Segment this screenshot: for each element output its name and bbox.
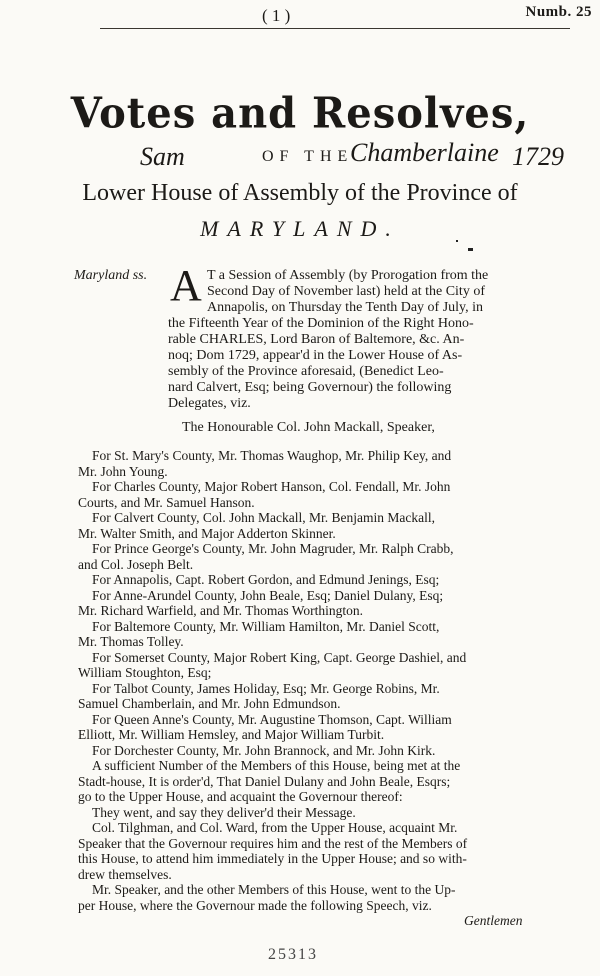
body-line: per House, where the Governour made the following Speech, viz.	[78, 897, 432, 913]
speaker-line: The Honourable Col. John Mackall, Speaker,	[182, 420, 435, 435]
body-line: Stadt-house, It is order'd, That Daniel Dulany and John Beale, Esqrs;	[78, 773, 451, 789]
ink-spot	[456, 240, 458, 242]
handwritten-annotation-name: Chamberlaine	[350, 138, 499, 167]
handwritten-annotation-year: 1729	[512, 142, 564, 171]
header-rule	[100, 28, 570, 29]
intro-line: sembly of the Province aforesaid, (Benedict Leo-	[168, 364, 444, 379]
body-line: Col. Tilghman, and Col. Ward, from the Upper House, acquaint Mr.	[92, 820, 458, 835]
body-line: For Anne-Arundel County, John Beale, Esq; Daniel Dulany, Esq;	[92, 587, 444, 603]
intro-line: Delegates, viz.	[168, 396, 251, 411]
body-line: For Baltemore County, Mr. William Hamilton, Mr. Daniel Scott,	[92, 618, 440, 634]
body-line: They went, and say they deliver'd their Message.	[92, 804, 356, 820]
catchword: Gentlemen	[464, 913, 523, 928]
body-line: For Calvert County, Col. John Mackall, Mr. Benjamin Mackall,	[92, 510, 435, 525]
house-heading: Lower House of Assembly of the Province of	[82, 180, 518, 206]
body-line: For Prince George's County, Mr. John Magruder, Mr. Ralph Crabb,	[92, 541, 454, 556]
archive-stamp: 25313	[268, 946, 318, 963]
body-line: Mr. Richard Warfield, and Mr. Thomas Worthington.	[78, 603, 364, 618]
body-line: For Queen Anne's County, Mr. Augustine Thomson, Capt. William	[92, 711, 452, 727]
body-line: Courts, and Mr. Samuel Hanson.	[78, 494, 255, 510]
province-heading: MARYLAND.	[200, 216, 400, 241]
body-line: Speaker that the Governour requires him and the rest of the Members of	[78, 835, 468, 851]
body-line: A sufficient Number of the Members of this House, being met at the	[92, 758, 461, 773]
body-line: go to the Upper House, and acquaint the Governour thereof:	[78, 789, 403, 804]
intro-line: noq; Dom 1729, appear'd in the Lower House of As-	[168, 348, 463, 363]
intro-line: Second Day of November last) held at the City of	[207, 284, 485, 299]
of-the-text: OF THE	[262, 148, 354, 165]
intro-line: the Fifteenth Year of the Dominion of the Right Hono-	[168, 316, 474, 331]
drop-cap: A	[170, 261, 202, 310]
handwritten-annotation-left: Sam	[140, 142, 185, 171]
intro-line: nard Calvert, Esq; being Governour) the following	[168, 380, 452, 395]
page-header	[0, 0, 600, 28]
body-line: For St. Mary's County, Mr. Thomas Waughop, Mr. Philip Key, and	[92, 448, 452, 463]
intro-line: Annapolis, on Thursday the Tenth Day of July, in	[207, 300, 484, 315]
number-label: Numb. 25	[525, 4, 592, 20]
margin-reference: Maryland ss.	[74, 268, 148, 283]
body-line: For Talbot County, James Holiday, Esq; Mr. George Robins, Mr.	[92, 680, 440, 696]
page-number: ( 1 )	[262, 6, 291, 25]
body-line: Samuel Chamberlain, and Mr. John Edmundson.	[78, 696, 341, 711]
body-line: William Stoughton, Esq;	[78, 665, 212, 680]
body-line: For Somerset County, Major Robert King, Capt. George Dashiel, and	[92, 649, 467, 665]
body-line: drew themselves.	[78, 866, 172, 882]
body-line: and Col. Joseph Belt.	[78, 556, 194, 572]
ink-spot	[468, 248, 473, 251]
body-line: Mr. Speaker, and the other Members of this House, went to the Up-	[92, 882, 456, 897]
body-line: Mr. John Young.	[78, 463, 168, 479]
body-line: this House, to attend him immediately in the Upper House; and so with-	[78, 851, 467, 866]
body-line: For Dorchester County, Mr. John Brannock, and Mr. John Kirk.	[92, 742, 436, 758]
intro-line: rable CHARLES, Lord Baron of Baltemore, &c. An-	[168, 332, 465, 347]
document-title: Votes and Resolves,	[70, 88, 530, 139]
body-line: Mr. Walter Smith, and Major Adderton Skinner.	[78, 525, 336, 541]
intro-line: T a Session of Assembly (by Prorogation from the	[207, 268, 489, 283]
body-line: Mr. Thomas Tolley.	[78, 634, 184, 649]
body-line: For Annapolis, Capt. Robert Gordon, and Edmund Jenings, Esq;	[92, 572, 440, 587]
body-line: Elliott, Mr. William Hemsley, and Major William Turbit.	[78, 727, 385, 742]
body-line: For Charles County, Major Robert Hanson, Col. Fendall, Mr. John	[92, 479, 451, 494]
